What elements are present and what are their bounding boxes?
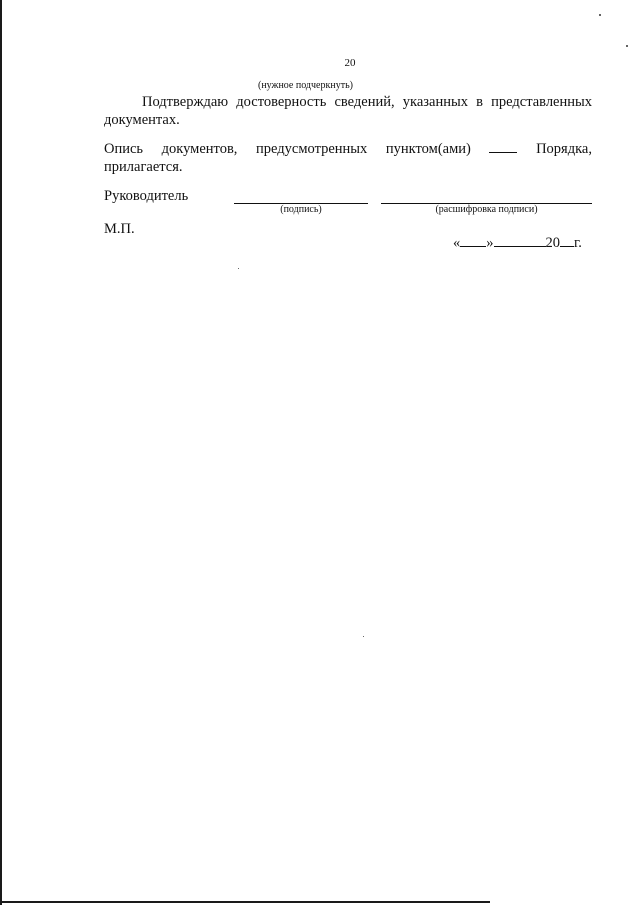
scan-speck <box>599 14 601 16</box>
scan-speck <box>238 268 239 269</box>
manager-label: Руководитель <box>104 188 189 204</box>
scan-edge-left <box>0 0 2 905</box>
date-month-blank <box>494 234 546 247</box>
scan-speck <box>626 45 628 47</box>
inventory-word: документов, <box>161 141 238 157</box>
date-year-prefix: 20 <box>545 235 560 251</box>
clause-number-blank <box>489 140 517 153</box>
underline-hint: (нужное подчеркнуть) <box>258 80 353 91</box>
signature-caption: (подпись) <box>280 204 322 215</box>
confirmation-paragraph: Подтверждаю достоверность сведений, указанных в представленных документах. <box>104 94 592 128</box>
signature-decoding-caption: (расшифровка подписи) <box>435 204 538 215</box>
scan-speck <box>363 636 364 637</box>
date-line <box>453 234 582 252</box>
inventory-paragraph <box>104 140 592 176</box>
date-year-blank <box>560 234 574 247</box>
date-year-suffix: г. <box>574 235 582 251</box>
date-day-blank <box>460 234 486 247</box>
page-number: 20 <box>344 57 356 69</box>
inventory-word: Порядка, <box>536 141 592 157</box>
inventory-line <box>104 140 592 158</box>
scan-edge-bottom <box>0 901 490 903</box>
date-open-quote: « <box>453 235 461 251</box>
inventory-word: предусмотренных <box>256 141 368 157</box>
inventory-word: Опись <box>104 141 144 157</box>
date-close-quote: » <box>486 235 494 251</box>
stamp-label: М.П. <box>104 221 135 237</box>
inventory-continuation: прилагается. <box>104 159 183 175</box>
inventory-word: пунктом(ами) <box>385 141 471 157</box>
